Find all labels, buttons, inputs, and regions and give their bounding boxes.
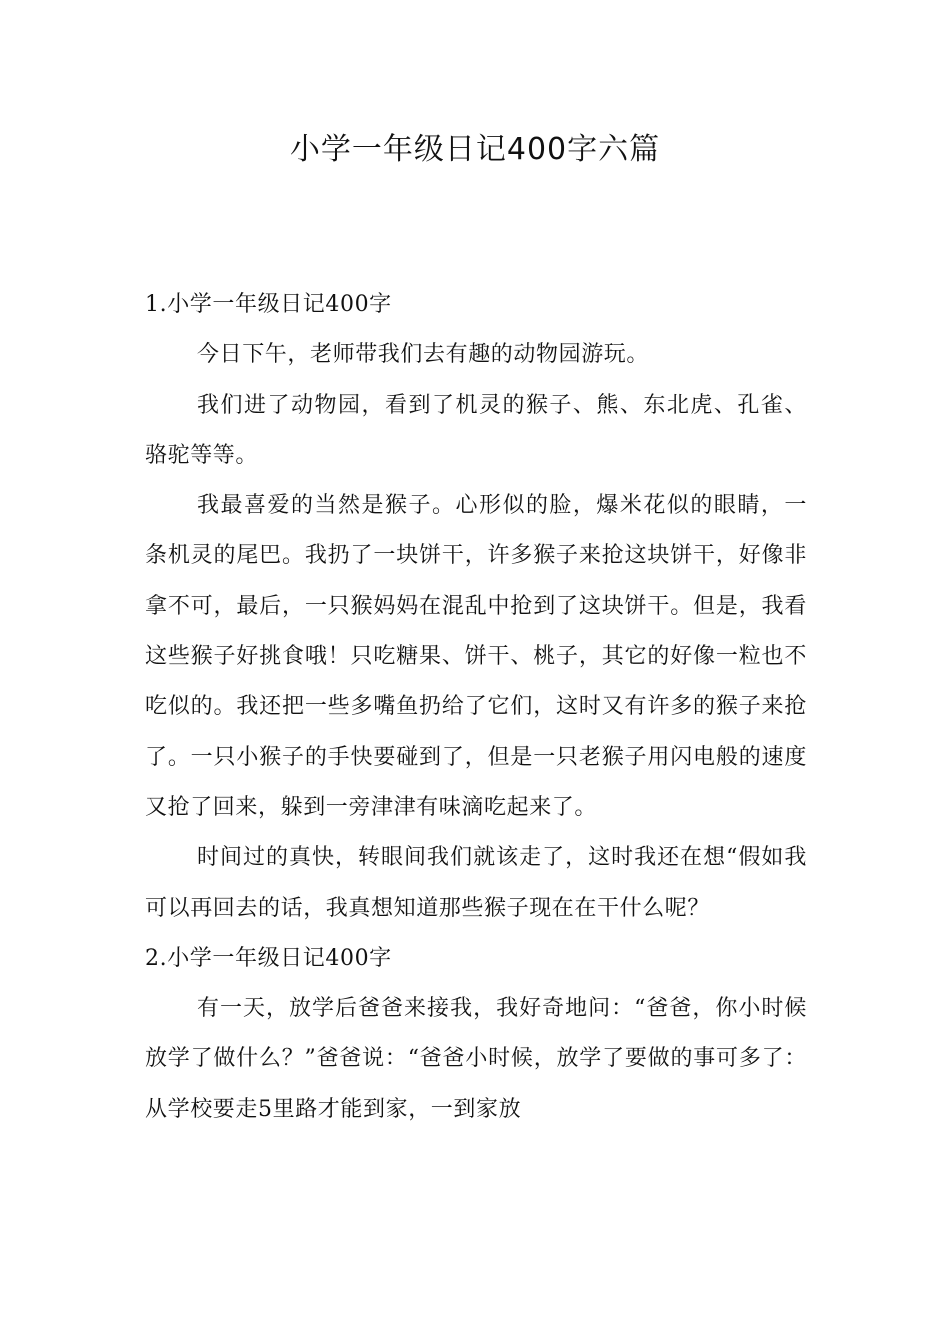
section-heading: 1.小学一年级日记400字 [145,292,392,317]
section-1 [145,280,807,934]
document-body [145,280,807,1135]
section-heading: 2.小学一年级日记400字 [145,945,392,971]
paragraph: 有一天，放学后爸爸来接我，我好奇地问：“爸爸，你小时候放学了做什么？”爸爸说：“爸爸小时候，放学了要做的事可多了：从学校要走5里路才能到家，一到家放 [145,996,807,1122]
paragraph: 今日下午，老师带我们去有趣的动物园游玩。 [197,342,650,368]
paragraph: 我最喜爱的当然是猴子。心形似的脸，爆米花似的眼睛，一条机灵的尾巴。我扔了一块饼干，许多猴子来抢这块饼干，好像非拿不可，最后，一只猴妈妈在混乱中抢到了这块饼干。但是，我看这些猴子好挑食哦！只吃糖果、饼干、桃子，其它的好像一粒也不吃似的。我还把一些多嘴鱼扔给了它们，这时又有许多的猴子来抢了。一只小猴子的手快要碰到了，但是一只老猴子用闪电般的速度又抢了回来，躲到一旁津津有味滴吃起来了。 [145,493,807,820]
paragraph: 我们进了动物园，看到了机灵的猴子、熊、东北虎、孔雀、骆驼等等。 [145,392,807,468]
section-2 [145,934,807,1135]
paragraph: 时间过的真快，转眼间我们就该走了，这时我还在想“假如我可以再回去的话，我真想知道那些猴子现在在干什么呢？ [145,845,807,921]
page-title: 小学一年级日记400字六篇 [289,132,661,167]
